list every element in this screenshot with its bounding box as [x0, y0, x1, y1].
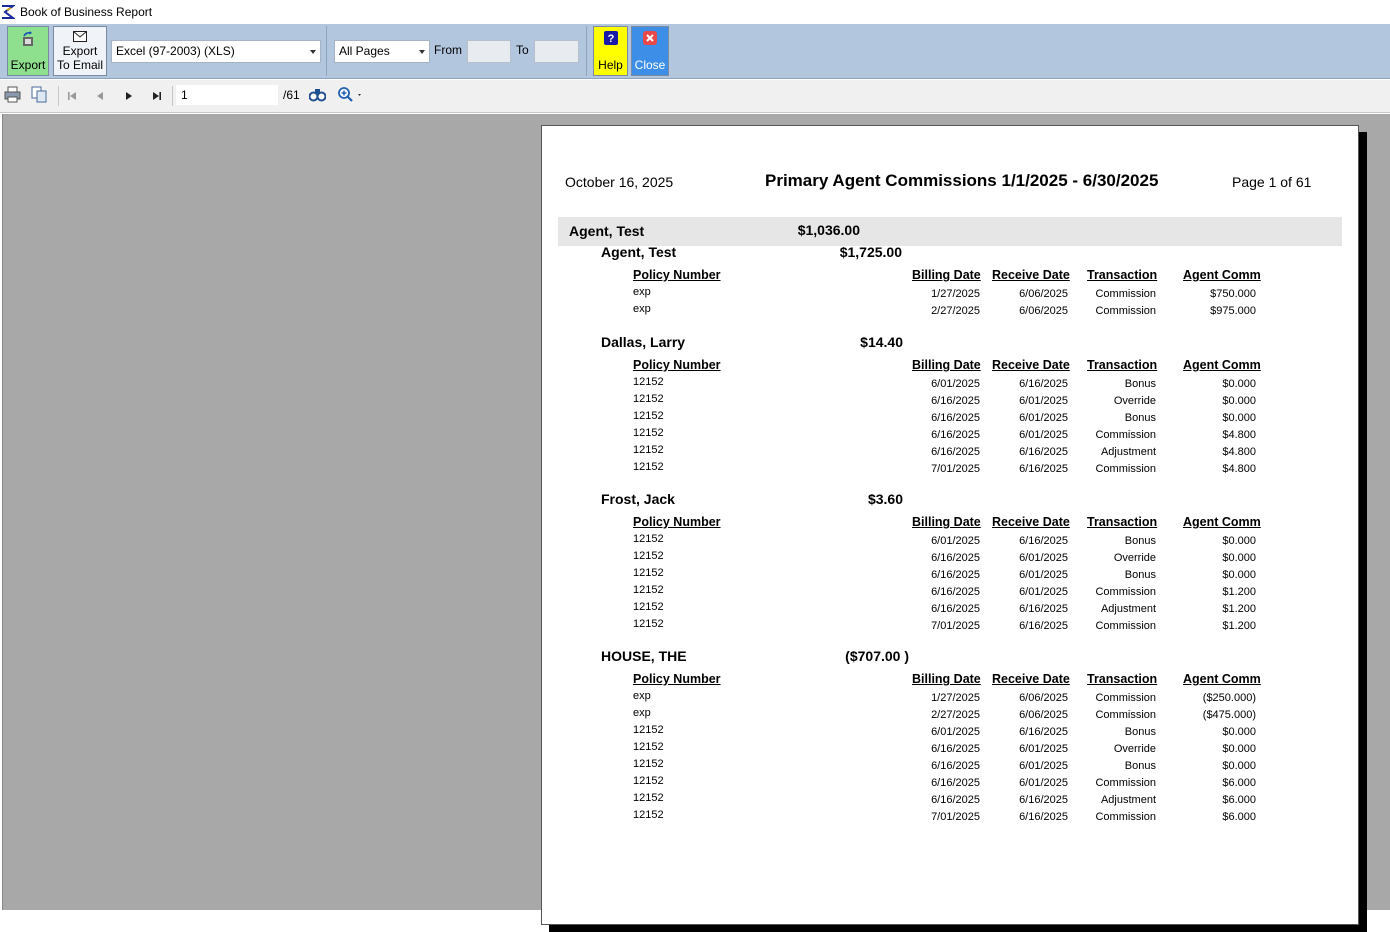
table-cell-billing: 6/16/2025 [931, 743, 980, 755]
to-label: To [516, 43, 529, 57]
table-cell-transaction: Commission [1095, 305, 1156, 317]
export-format-select[interactable] [111, 40, 321, 63]
table-cell-transaction: Bonus [1124, 378, 1156, 390]
table-cell-comm: $0.000 [1222, 535, 1256, 547]
table-cell-billing: 7/01/2025 [931, 620, 980, 632]
table-cell-comm: $0.000 [1222, 726, 1256, 738]
table-cell-comm: $6.000 [1222, 811, 1256, 823]
toolbar-divider [586, 26, 587, 76]
table-cell-policy: exp [633, 690, 651, 702]
table-cell-policy: 12152 [633, 410, 664, 422]
next-page-icon[interactable] [123, 89, 135, 107]
report-title: Primary Agent Commissions 1/1/2025 - 6/30/2025 [765, 171, 1159, 190]
agent-name: Agent, Test [601, 244, 677, 260]
column-header-billing: Billing Date [912, 515, 981, 529]
table-cell-policy: 12152 [633, 550, 664, 562]
column-header-billing: Billing Date [912, 672, 981, 686]
table-cell-policy: 12152 [633, 427, 664, 439]
svg-text:?: ? [607, 33, 614, 45]
app-logo-icon [1, 4, 15, 20]
table-cell-comm: $0.000 [1222, 760, 1256, 772]
column-header-policy: Policy Number [633, 358, 721, 372]
table-cell-policy: 12152 [633, 393, 664, 405]
table-cell-receive: 6/06/2025 [1019, 305, 1068, 317]
table-cell-receive: 6/01/2025 [1019, 569, 1068, 581]
table-cell-comm: $0.000 [1222, 395, 1256, 407]
table-cell-comm: ($475.000) [1202, 709, 1256, 721]
table-cell-billing: 6/01/2025 [931, 378, 980, 390]
email-icon [73, 31, 87, 45]
column-header-comm: Agent Comm [1183, 268, 1261, 282]
agent-total: $1,725.00 [839, 244, 902, 260]
table-cell-billing: 6/16/2025 [931, 777, 980, 789]
table-cell-billing: 6/01/2025 [931, 726, 980, 738]
chevron-down-icon [419, 50, 425, 54]
table-cell-billing: 1/27/2025 [931, 692, 980, 704]
page-range-select[interactable] [334, 40, 430, 63]
table-cell-billing: 6/16/2025 [931, 760, 980, 772]
table-cell-policy: exp [633, 286, 651, 298]
agent-name: HOUSE, THE [601, 648, 687, 664]
table-cell-transaction: Adjustment [1100, 794, 1156, 806]
table-cell-comm: $0.000 [1222, 412, 1256, 424]
column-header-receive: Receive Date [992, 672, 1070, 686]
current-page-input[interactable]: 1 [176, 85, 278, 105]
table-cell-transaction: Override [1113, 552, 1156, 564]
table-cell-policy: exp [633, 303, 651, 315]
group-total: $1,036.00 [797, 222, 860, 238]
table-cell-comm: $975.000 [1210, 305, 1256, 317]
previous-page-icon[interactable] [94, 89, 106, 107]
table-cell-transaction: Bonus [1124, 535, 1156, 547]
table-cell-transaction: Commission [1095, 288, 1156, 300]
export-button[interactable] [7, 26, 49, 76]
table-cell-policy: 12152 [633, 461, 664, 473]
table-cell-policy: 12152 [633, 775, 664, 787]
table-cell-policy: 12152 [633, 758, 664, 770]
table-cell-policy: 12152 [633, 809, 664, 821]
column-header-policy: Policy Number [633, 672, 721, 686]
table-cell-transaction: Commission [1095, 692, 1156, 704]
from-page-input[interactable] [467, 40, 511, 63]
table-cell-receive: 6/01/2025 [1019, 760, 1068, 772]
table-cell-transaction: Bonus [1124, 412, 1156, 424]
table-cell-comm: $0.000 [1222, 378, 1256, 390]
table-cell-receive: 6/16/2025 [1019, 463, 1068, 475]
table-cell-billing: 6/16/2025 [931, 429, 980, 441]
help-icon [604, 31, 618, 48]
table-cell-policy: 12152 [633, 584, 664, 596]
table-cell-receive: 6/06/2025 [1019, 288, 1068, 300]
toolbar-divider [326, 26, 327, 76]
toolbar-divider [58, 86, 59, 106]
table-cell-receive: 6/16/2025 [1019, 794, 1068, 806]
table-cell-comm: $0.000 [1222, 569, 1256, 581]
print-icon[interactable] [4, 86, 21, 108]
table-cell-comm: $6.000 [1222, 777, 1256, 789]
table-cell-receive: 6/16/2025 [1019, 603, 1068, 615]
table-cell-receive: 6/16/2025 [1019, 620, 1068, 632]
column-header-transaction: Transaction [1087, 268, 1158, 282]
table-cell-billing: 2/27/2025 [931, 305, 980, 317]
binoculars-search-icon[interactable] [309, 87, 326, 107]
table-cell-billing: 6/16/2025 [931, 552, 980, 564]
report-page-info: Page 1 of 61 [1232, 174, 1312, 190]
column-header-policy: Policy Number [633, 268, 721, 282]
page-range-value: All Pages [339, 44, 390, 58]
table-cell-policy: exp [633, 707, 651, 719]
copy-icon[interactable] [31, 86, 48, 108]
table-cell-policy: 12152 [633, 601, 664, 613]
table-cell-receive: 6/16/2025 [1019, 446, 1068, 458]
table-cell-comm: ($250.000) [1202, 692, 1256, 704]
export-toolbar [0, 24, 1390, 79]
table-cell-billing: 6/16/2025 [931, 586, 980, 598]
close-button[interactable] [631, 26, 669, 76]
table-cell-billing: 7/01/2025 [931, 811, 980, 823]
table-cell-comm: $1.200 [1222, 586, 1256, 598]
table-cell-receive: 6/01/2025 [1019, 586, 1068, 598]
column-header-policy: Policy Number [633, 515, 721, 529]
table-cell-receive: 6/16/2025 [1019, 535, 1068, 547]
table-cell-policy: 12152 [633, 724, 664, 736]
table-cell-receive: 6/01/2025 [1019, 743, 1068, 755]
table-cell-transaction: Commission [1095, 586, 1156, 598]
table-cell-transaction: Commission [1095, 811, 1156, 823]
chevron-down-icon [310, 50, 316, 54]
to-page-input[interactable] [534, 40, 579, 63]
table-cell-policy: 12152 [633, 741, 664, 753]
report-page [541, 125, 1359, 925]
agent-total: $14.40 [860, 334, 903, 350]
column-header-receive: Receive Date [992, 358, 1070, 372]
export-email-label-line1: Export [62, 44, 98, 58]
table-cell-billing: 6/16/2025 [931, 569, 980, 581]
column-header-transaction: Transaction [1087, 515, 1158, 529]
column-header-comm: Agent Comm [1183, 672, 1261, 686]
table-cell-receive: 6/01/2025 [1019, 429, 1068, 441]
report-viewer[interactable] [2, 114, 1390, 910]
table-cell-billing: 7/01/2025 [931, 463, 980, 475]
table-cell-policy: 12152 [633, 444, 664, 456]
table-cell-receive: 6/01/2025 [1019, 412, 1068, 424]
table-cell-comm: $0.000 [1222, 743, 1256, 755]
export-label: Export [10, 58, 46, 72]
table-cell-transaction: Bonus [1124, 569, 1156, 581]
table-cell-receive: 6/01/2025 [1019, 552, 1068, 564]
table-cell-comm: $6.000 [1222, 794, 1256, 806]
table-cell-receive: 6/06/2025 [1019, 692, 1068, 704]
report-date: October 16, 2025 [565, 174, 674, 190]
table-cell-transaction: Commission [1095, 777, 1156, 789]
table-cell-transaction: Override [1113, 743, 1156, 755]
table-cell-policy: 12152 [633, 533, 664, 545]
help-label: Help [598, 58, 623, 72]
group-header [558, 217, 1342, 246]
table-cell-transaction: Override [1113, 395, 1156, 407]
close-icon [643, 31, 657, 48]
column-header-comm: Agent Comm [1183, 515, 1261, 529]
table-cell-policy: 12152 [633, 792, 664, 804]
table-cell-receive: 6/06/2025 [1019, 709, 1068, 721]
table-cell-billing: 6/16/2025 [931, 603, 980, 615]
table-cell-transaction: Commission [1095, 429, 1156, 441]
table-cell-billing: 6/16/2025 [931, 412, 980, 424]
table-cell-billing: 6/16/2025 [931, 446, 980, 458]
column-header-billing: Billing Date [912, 358, 981, 372]
table-cell-transaction: Commission [1095, 463, 1156, 475]
agent-name: Frost, Jack [601, 491, 675, 507]
export-icon [20, 31, 36, 50]
table-cell-transaction: Commission [1095, 620, 1156, 632]
table-cell-transaction: Adjustment [1100, 446, 1156, 458]
close-label: Close [634, 58, 666, 72]
column-header-receive: Receive Date [992, 515, 1070, 529]
help-button[interactable] [593, 26, 628, 76]
table-cell-comm: $750.000 [1210, 288, 1256, 300]
table-cell-receive: 6/16/2025 [1019, 811, 1068, 823]
export-format-value: Excel (97-2003) (XLS) [116, 44, 235, 58]
export-email-label-line2: To Email [56, 58, 103, 72]
from-label: From [434, 43, 462, 57]
table-cell-billing: 6/01/2025 [931, 535, 980, 547]
table-cell-comm: $1.200 [1222, 620, 1256, 632]
table-cell-transaction: Bonus [1124, 760, 1156, 772]
viewer-toolbar [0, 80, 1390, 113]
table-cell-billing: 6/16/2025 [931, 794, 980, 806]
agent-total: $3.60 [867, 491, 903, 507]
table-cell-policy: 12152 [633, 376, 664, 388]
column-header-billing: Billing Date [912, 268, 981, 282]
toolbar-divider [172, 86, 173, 106]
table-cell-comm: $1.200 [1222, 603, 1256, 615]
table-cell-transaction: Bonus [1124, 726, 1156, 738]
last-page-icon[interactable] [151, 89, 163, 107]
total-pages-label: /61 [283, 88, 300, 102]
table-cell-comm: $4.800 [1222, 463, 1256, 475]
table-cell-billing: 2/27/2025 [931, 709, 980, 721]
table-cell-comm: $0.000 [1222, 552, 1256, 564]
table-cell-policy: 12152 [633, 567, 664, 579]
agent-total: ($707.00 ) [845, 648, 909, 664]
table-cell-comm: $4.800 [1222, 446, 1256, 458]
table-cell-receive: 6/01/2025 [1019, 395, 1068, 407]
table-cell-billing: 6/16/2025 [931, 395, 980, 407]
first-page-icon[interactable] [66, 89, 78, 107]
table-cell-receive: 6/16/2025 [1019, 726, 1068, 738]
group-name: Agent, Test [569, 223, 645, 239]
table-cell-receive: 6/01/2025 [1019, 777, 1068, 789]
agent-name: Dallas, Larry [601, 334, 686, 350]
export-to-email-button[interactable] [53, 26, 107, 76]
table-cell-comm: $4.800 [1222, 429, 1256, 441]
zoom-icon[interactable] [337, 86, 365, 108]
window-title: Book of Business Report [20, 5, 153, 19]
table-cell-policy: 12152 [633, 618, 664, 630]
table-cell-transaction: Commission [1095, 709, 1156, 721]
table-cell-billing: 1/27/2025 [931, 288, 980, 300]
table-cell-transaction: Adjustment [1100, 603, 1156, 615]
table-cell-receive: 6/16/2025 [1019, 378, 1068, 390]
column-header-comm: Agent Comm [1183, 358, 1261, 372]
column-header-receive: Receive Date [992, 268, 1070, 282]
column-header-transaction: Transaction [1087, 672, 1158, 686]
column-header-transaction: Transaction [1087, 358, 1158, 372]
title-bar [0, 0, 1390, 24]
